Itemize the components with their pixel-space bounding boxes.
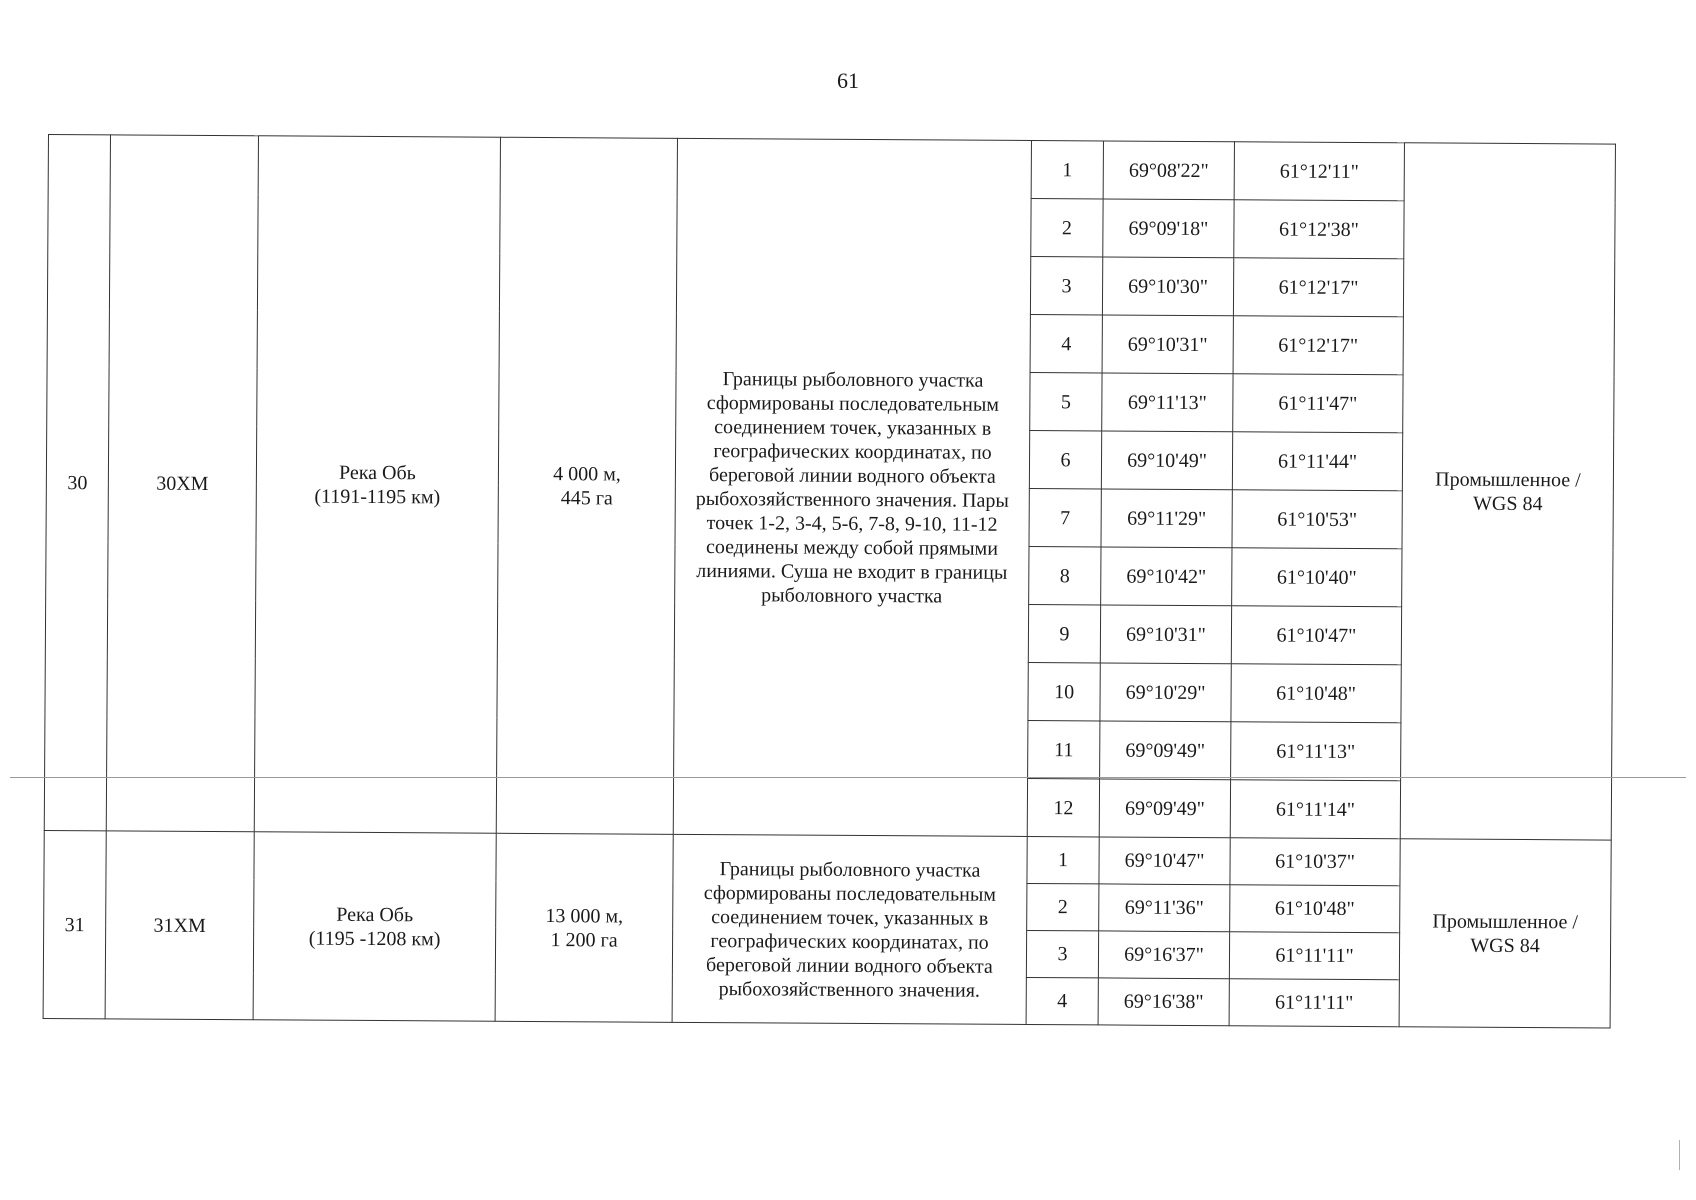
page-number: 61 <box>837 68 859 93</box>
longitude-cell: 61°11'13" <box>1231 722 1401 781</box>
point-number-cell: 2 <box>1031 199 1103 257</box>
longitude-cell: 61°12'38" <box>1234 200 1404 259</box>
latitude-cell: 69°10'30" <box>1102 257 1233 316</box>
latitude-cell: 69°10'42" <box>1101 547 1232 606</box>
longitude-cell: 61°12'17" <box>1233 258 1403 317</box>
latitude-cell: 69°11'13" <box>1102 373 1233 432</box>
table-row <box>48 135 1615 203</box>
point-number-cell: 3 <box>1030 257 1102 315</box>
point-number-cell: 7 <box>1029 489 1101 547</box>
longitude-cell: 61°10'48" <box>1231 664 1401 723</box>
latitude-cell: 69°09'49" <box>1100 721 1231 780</box>
table-row <box>44 830 1611 887</box>
point-number-cell: 6 <box>1029 431 1101 489</box>
latitude-cell: 69°10'49" <box>1101 431 1232 490</box>
area-code-cell: 30ХМ <box>106 135 258 832</box>
longitude-cell: 61°12'17" <box>1233 316 1403 375</box>
longitude-cell: 61°11'11" <box>1229 979 1399 1027</box>
area-code-cell: 31ХМ <box>105 831 254 1020</box>
boundary-description-cell: Границы рыболовного участка сформированы последовательным соединением точек, указанных в географических координатах, по береговой линии водного объекта рыбохозяйственного значения. <box>672 834 1027 1024</box>
latitude-cell: 69°09'49" <box>1099 779 1230 838</box>
point-number-cell: 1 <box>1027 836 1099 883</box>
point-number-cell: 12 <box>1027 778 1099 836</box>
point-number-cell: 1 <box>1031 141 1103 199</box>
area-size-cell: 13 000 м, 1 200 га <box>495 833 673 1022</box>
longitude-cell: 61°11'47" <box>1233 374 1403 433</box>
longitude-cell: 61°12'11" <box>1234 142 1404 201</box>
point-number-cell: 2 <box>1027 883 1099 930</box>
latitude-cell: 69°16'38" <box>1098 978 1229 1026</box>
area-number-cell: 30 <box>44 135 110 831</box>
point-number-cell: 3 <box>1026 930 1098 977</box>
scan-margin-mark <box>1679 1140 1680 1170</box>
latitude-cell: 69°09'18" <box>1103 199 1234 258</box>
longitude-cell: 61°10'40" <box>1232 548 1402 607</box>
water-body-cell: Река Обь (1195 -1208 км) <box>253 832 496 1021</box>
fishing-areas-table <box>43 134 1616 1029</box>
point-number-cell: 9 <box>1028 604 1100 662</box>
scan-fold-line <box>10 777 1686 778</box>
latitude-cell: 69°10'47" <box>1099 837 1230 885</box>
latitude-cell: 69°08'22" <box>1103 141 1234 200</box>
point-number-cell: 8 <box>1029 547 1101 605</box>
point-number-cell: 4 <box>1030 315 1102 373</box>
latitude-cell: 69°16'37" <box>1098 931 1229 979</box>
area-number-cell: 31 <box>43 830 106 1018</box>
latitude-cell: 69°10'29" <box>1100 663 1231 722</box>
longitude-cell: 61°11'11" <box>1229 932 1399 980</box>
latitude-cell: 69°11'29" <box>1101 489 1232 548</box>
purpose-cell: Промышленное / WGS 84 <box>1400 143 1615 840</box>
latitude-cell: 69°10'31" <box>1102 315 1233 374</box>
longitude-cell: 61°10'48" <box>1230 885 1400 933</box>
latitude-cell: 69°11'36" <box>1099 884 1230 932</box>
longitude-cell: 61°11'44" <box>1232 432 1402 491</box>
latitude-cell: 69°10'31" <box>1100 605 1231 664</box>
point-number-cell: 4 <box>1026 977 1098 1024</box>
point-number-cell: 10 <box>1028 662 1100 720</box>
point-number-cell: 5 <box>1030 373 1102 431</box>
boundary-description-cell: Границы рыболовного участка сформированы последовательным соединением точек, указанных в географических координатах, по береговой линии водного объекта рыбохозяйственного значения. Пары точек 1-2, 3-4, 5-6, 7-8, 9-10, 11-12 соединены между собой прямыми линиями. Суша не входит в границы рыболовного участка <box>673 138 1031 836</box>
purpose-cell: Промышленное / WGS 84 <box>1399 839 1611 1028</box>
point-number-cell: 11 <box>1028 720 1100 778</box>
longitude-cell: 61°10'47" <box>1231 606 1401 665</box>
water-body-cell: Река Обь (1191-1195 км) <box>254 136 500 833</box>
area-size-cell: 4 000 м, 445 га <box>496 137 677 834</box>
longitude-cell: 61°10'53" <box>1232 490 1402 549</box>
longitude-cell: 61°11'14" <box>1230 780 1400 839</box>
longitude-cell: 61°10'37" <box>1230 838 1400 886</box>
